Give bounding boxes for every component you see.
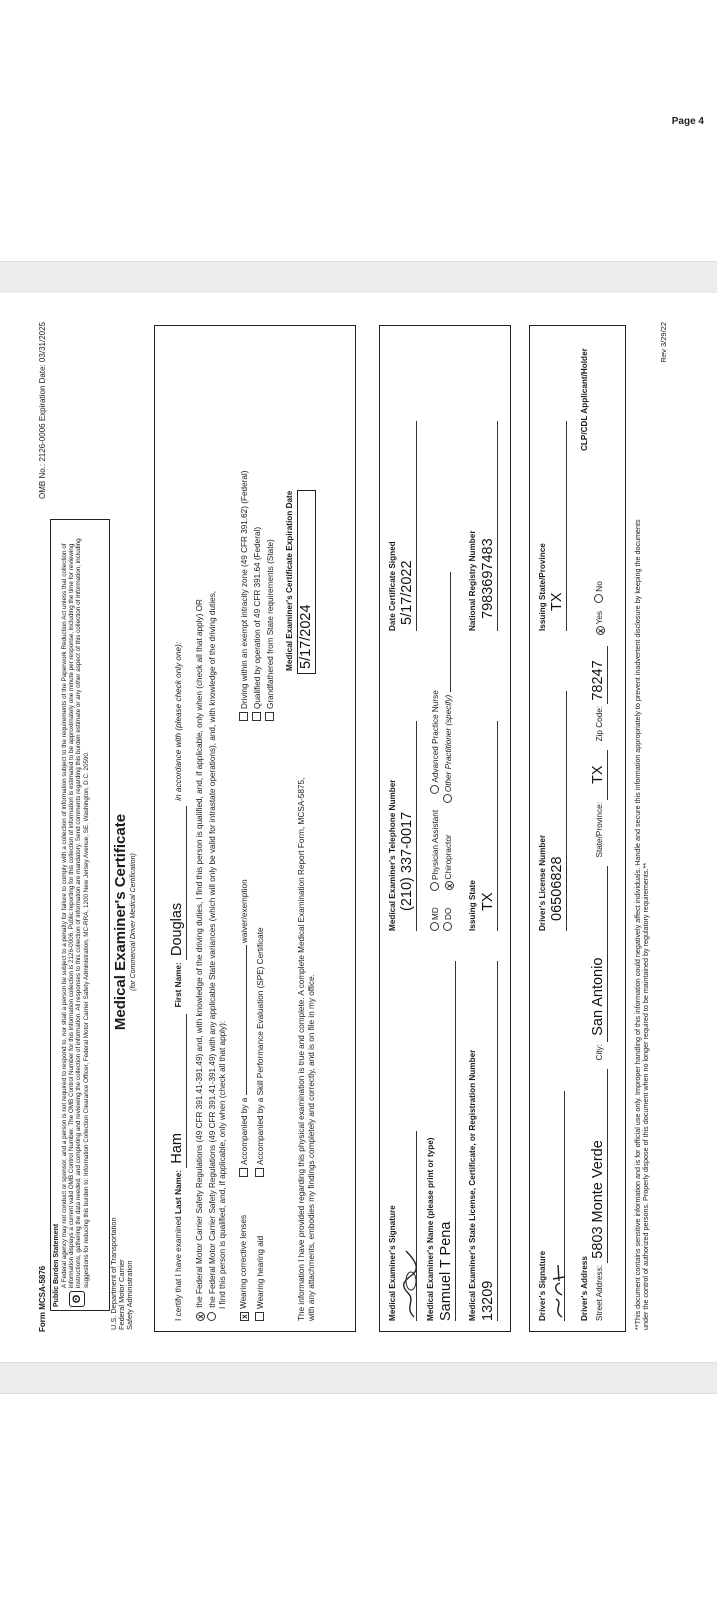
form-subtitle: (for Commercial Driver Medical Certification) [129,853,137,991]
me-signature-field[interactable] [402,1131,417,1321]
do-label: DO [443,907,453,920]
form-number: Form MCSA-5876 [37,1265,47,1332]
document-page [0,293,717,1361]
dl-state-field[interactable]: TX [549,421,567,631]
waiver-label: waiver/exemption [239,879,249,944]
issuing-state-label: Issuing State [467,880,477,931]
cond-lenses-row [239,1215,249,1321]
do-radio[interactable] [443,922,452,931]
driver-box [529,325,626,1332]
date-signed-field[interactable]: 5/17/2022 [399,421,417,631]
driver-signature-label: Driver's Signature [537,1250,547,1321]
me-phone-field[interactable]: (210) 337-0017 [399,721,417,931]
me-name-label [426,1138,436,1322]
form-title: Medical Examiner's Certificate [111,813,129,1031]
last-name-field[interactable]: Ham [169,1014,187,1168]
me-name-label-text: Medical Examiner's Name (please print or type) [425,1137,435,1321]
hearing-checkbox[interactable] [255,1312,264,1321]
exempt-checkbox[interactable] [239,712,248,721]
me-name-field[interactable]: Samuel T Pena [438,961,456,1321]
option-1-text: the Federal Motor Carrier Safety Regulations (49 CFR 391.41-391.49) and, with knowledge of the driving duties, I find this person is qualified, and, if applicable, only when (check all that apply) OR [194,599,204,1308]
burden-title: Public Burden Statement [52,1223,60,1307]
lenses-label: Wearing corrective lenses [238,1214,248,1309]
examined-line [169,642,187,1321]
zip-field[interactable]: 78247 [590,646,608,704]
me-signature-scribble-icon [402,1241,418,1321]
street-field[interactable]: 5803 Monte Verde [590,1069,608,1263]
dot-logo-icon: ʘ [69,1291,85,1307]
address-row [590,581,608,1321]
md-label: MD [430,907,440,920]
issuing-state-field[interactable]: TX [480,721,498,931]
examiner-box [379,325,511,1332]
accordance-text: in accordance with (please check only one): [173,641,183,801]
cond-accompanied-row [239,879,250,1177]
cond-spe-row [255,927,266,1177]
certification-box [154,325,356,1332]
agency-line-3: Safety Administration [124,1260,134,1330]
dl-state-label: Issuing State/Province [537,543,547,631]
other-radio[interactable] [443,794,452,803]
expiration-label: Medical Examiner's Certificate Expiration Date [284,490,294,671]
date-signed-label: Date Certificate Signed [387,541,397,631]
lenses-checkbox[interactable]: x [240,1312,249,1321]
driver-signature-scribble-icon [550,1251,566,1321]
zip-label: Zip Code: [594,705,604,742]
address-label: Driver's Address [579,1256,589,1321]
option-2-radio[interactable] [207,1312,216,1321]
exempt-label: Driving within an exempt intracity zone (49 CFR 391.62) (Federal) [239,470,249,709]
omb-number: OMB No.: 2126-0006 Expiration Date: 03/31/2025 [37,322,47,499]
grandfathered-label: Grandfathered from State requirements (State) [265,539,275,709]
waiver-blank[interactable] [246,945,247,1095]
burden-text: A Federal agency may not conduct or sponsor, and a person is not required to respond to, nor shall a person be subject to a penalty for failure to comply with a collection of information subject to the requirements of the Paperwork Reduction Act unless that collection of information displays a current valid OMB Control Number. The OMB Control Number for this information collection is 2126-0006. Public reporting for this collection of information is estimated to be approximately one minute per response, including the time for reviewing instructions, gathering the data needed, and completing and reviewing the collection of information. All responses to this collection of information are mandatory. Send comments regarding this burden estimate or any other aspect of this collection of information, including suggestions for reducing this burden to: Information Collection Clearance Officer, Federal Motor Carrier Safety Administration, MC-RRA, 1200 New Jersey Avenue, SE, Washington, D.C. 20590. [60,538,90,1288]
agency-line-2: Federal Motor Carrier [116,1259,126,1330]
other-specify-blank[interactable] [450,572,451,692]
type-row-1 [430,690,441,931]
dl-label: Driver's License Number [537,834,547,931]
agency-block [110,1217,133,1330]
city-field[interactable]: San Antonio [590,866,608,1042]
dl-field[interactable]: 06506828 [549,691,567,931]
cond-qualified-row [252,527,263,721]
registry-label: National Registry Number [467,530,477,631]
city-label: City: [594,1044,604,1061]
chiropractor-label: Chiropractor [443,834,453,880]
first-name-label: First Name: [173,962,183,1008]
page-number-label: Page 4 [671,116,704,127]
cond-hearing-row [255,1236,266,1321]
other-label: Other Practitioner (specify) [443,694,453,793]
option-2-text: the Federal Motor Carrier Safety Regulations (49 CFR 391.41-391.49) with any applicable State variances (which will only be valid for intrastate operations), and, with knowledge of the driving duties, [207,590,217,1308]
cond-grandfathered-row [265,539,276,721]
option-2-row [207,336,227,1321]
md-radio[interactable] [430,922,439,931]
accompanied-label: Accompanied by a [239,1097,249,1165]
previous-page [0,0,717,262]
first-name-field[interactable]: Douglas [169,806,187,960]
license-label: Medical Examiner's State License, Certificate, or Registration Number [467,1049,477,1321]
street-label: Street Address: [594,1265,604,1321]
license-field[interactable]: 13209 [480,961,498,1321]
clp-yes-radio[interactable]: x [596,626,605,635]
clp-no-radio[interactable] [594,594,603,603]
last-name-label: Last Name: [173,1169,183,1215]
spe-checkbox[interactable] [255,1168,264,1177]
expiration-field[interactable]: 5/17/2024 [297,490,316,674]
clp-label: CLP/CDL Applicant/Holder [579,348,589,451]
footer-notice: **This document contains sensitive information and is for official use only. Improper handling of this information could negatively affect individuals. Handle and secure this information appropriately to prevent inadvertent disclosure by keeping the documents under the control of authorized persons. Properly dispose of this document when no longer required to be maintained by regulatory requirements.** [632,519,650,1330]
medical-examiner-certificate-form [34,322,684,1332]
option-1-row [195,336,205,1321]
public-burden-box [50,519,110,1311]
pa-label: Physician Assistant [430,809,440,880]
chiropractor-radio[interactable]: x [445,881,454,890]
type-row-2 [443,572,454,931]
clp-no-label: No [594,581,604,592]
accompanied-checkbox[interactable] [239,1168,248,1177]
page-separator-bottom [0,1362,717,1394]
state-field[interactable]: TX [590,750,608,800]
clp-yes-label: Yes [594,611,604,625]
option-2-text-cont: I find this person is qualified, and, if applicable, only when (check all that apply): [217,1020,227,1309]
state-label: State/Province: [594,801,604,858]
apn-radio[interactable] [430,785,439,794]
revision-date: Rev 3/29/22 [658,322,668,363]
driver-signature-field[interactable] [550,1091,565,1321]
grandfathered-checkbox[interactable] [265,712,274,721]
form-title-block [112,802,138,1042]
agency-line-1: U.S. Department of Transportation [108,1217,118,1330]
certify-label: I certify that I have examined [173,1216,183,1321]
page-separator [0,261,717,294]
qualified-label: Qualified by operation of 49 CFR 391.64 (Federal) [252,526,262,709]
spe-label: Accompanied by a Skill Performance Evaluation (SPE) Certificate [255,927,265,1165]
me-phone-label: Medical Examiner's Telephone Number [387,779,397,931]
option-1-radio[interactable]: x [196,1312,205,1321]
pa-radio[interactable] [430,882,439,891]
cond-exempt-row [239,471,250,721]
registry-field[interactable]: 7983697483 [480,421,498,631]
hearing-label: Wearing hearing aid [255,1235,265,1309]
attestation-text: The information I have provided regarding this physical examination is true and complete. A complete Medical Examination Report Form, MCSA-5875, with any attachments, embodies my findings completely and correctly, and is on file in my office. [296,777,316,1321]
apn-label: Advanced Practice Nurse [430,690,440,783]
qualified-checkbox[interactable] [252,712,261,721]
me-signature-label: Medical Examiner's Signature [387,1205,397,1321]
